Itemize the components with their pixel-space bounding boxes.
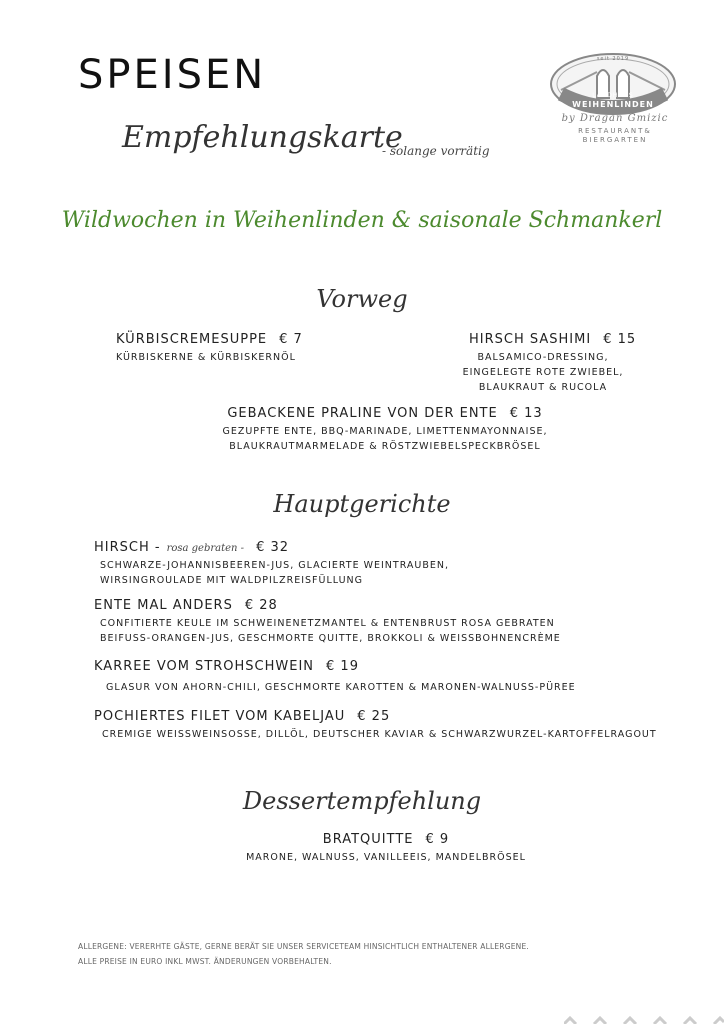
dish-price: € 13 [509,406,543,421]
dish-heading [94,598,561,613]
dish-bratquitte [0,832,724,865]
desc-line: KÜRBISKERNE & KÜRBISKERNÖL [116,352,296,363]
dish-hirsch-sashimi [448,332,648,395]
desc-line: CREMIGE WEISSWEINSOSSE, DILLÖL, DEUTSCHER KAVIAR & SCHWARZWURZEL-KARTOFFELRAGOUT [102,729,657,740]
dish-name: POCHIERTES FILET VOM KABELJAU [94,709,346,724]
desc-line: EINGELEGTE ROTE ZWIEBEL, [462,367,624,378]
logo-tagline [550,127,680,145]
dish-heading [0,406,724,421]
desc-line: BLAUKRAUTMARMELADE & RÖSTZWIEBELSPECKBRÖSEL [229,441,541,452]
dish-description [448,350,638,395]
desc-line: GEZUPFTE ENTE, BBQ-MARINADE, LIMETTENMAYONNAISE, [222,426,548,437]
dish-description [94,616,561,646]
logo-name-top: LANDHAUS [592,92,634,99]
dish-heading [94,540,449,555]
dish-name: HIRSCH - [94,540,161,555]
page-subtitle: Empfehlungskarte [122,120,403,155]
footer-note [78,939,529,969]
dish-description [94,558,449,588]
desc-line: SCHWARZE-JOHANNISBEEREN-JUS, GLACIERTE WEINTRAUBEN, [100,560,450,571]
dish-price: € 32 [256,540,290,555]
dish-description [94,727,657,742]
dish-description [0,850,724,865]
dish-description [0,424,724,454]
dish-heading [448,332,648,347]
logo-est: seit 2019 [596,56,630,62]
logo-byline: by Dragan Gmizic [561,113,669,124]
dish-praline-ente [0,406,724,454]
page-title: SPEISEN [78,52,267,98]
desc-line: CONFITIERTE KEULE IM SCHWEINENETZMANTEL & ENTENBRUST ROSA GEBRATEN [100,618,555,629]
dish-heading [94,709,657,724]
dish-name: KARREE VOM STROHSCHWEIN [94,659,315,674]
logo-tag-biergarten: BIERGARTEN [582,136,648,144]
desc-line: BALSAMICO-DRESSING, [477,352,609,363]
dish-price: € 28 [244,598,278,613]
logo-tag-restaurant: RESTAURANT& [578,127,652,135]
dish-price: € 19 [326,659,359,674]
footer-allergen-line: ALLERGENE: VERERHTE GÄSTE, GERNE BERÄT SIE UNSER SERVICETEAM HINSICHTLICH ENTHALTENER ALLERGENE. [78,942,530,951]
dish-heading [0,832,724,847]
dish-name: ENTE MAL ANDERS [94,598,233,613]
dish-name: BRATQUITTE [322,832,414,847]
dish-kabeljau [94,709,657,742]
dish-kuerbiscremesuppe [116,332,303,365]
desc-line: BEIFUSS-ORANGEN-JUS, GESCHMORTE QUITTE, BROKKOLI & WEISSBOHNENCRÈME [100,633,561,644]
footer-price-line: ALLE PREISE IN EURO INKL MWST. ÄNDERUNGEN VORBEHALTEN. [78,957,332,966]
corner-pattern-icon [564,1012,724,1024]
section-title-dessert: Dessertempfehlung [242,787,482,815]
dish-price: € 15 [603,332,637,347]
dish-hirsch [94,540,449,588]
dish-karree-strohschwein [94,659,576,695]
subtitle-note: - solange vorrätig [382,144,490,158]
desc-line: BLAUKRAUT & RUCOLA [478,382,608,393]
dish-description [94,680,576,695]
dish-price: € 7 [279,332,303,347]
logo-name-main: WEIHENLINDEN [572,100,654,109]
seasonal-banner: Wildwochen in Weihenlinden & saisonale Schmankerl [61,208,663,233]
dish-heading [116,332,303,347]
dish-ente-mal-anders [94,598,561,646]
dish-note: rosa gebraten - [166,543,245,554]
dish-description [116,350,303,365]
desc-line: GLASUR VON AHORN-CHILI, GESCHMORTE KAROTTEN & MARONEN-WALNUSS-PÜREE [106,682,576,693]
desc-line: WIRSINGROULADE MIT WALDPILZREISFÜLLUNG [100,575,363,586]
desc-line: MARONE, WALNUSS, VANILLEEIS, MANDELBRÖSEL [246,852,526,863]
dish-name: HIRSCH SASHIMI [469,332,592,347]
section-title-vorweg: Vorweg [316,285,408,313]
dish-price: € 25 [357,709,391,724]
dish-heading [94,659,576,674]
dish-name: GEBACKENE PRALINE VON DER ENTE [227,406,498,421]
dish-name: KÜRBISCREMESUPPE [116,332,268,347]
section-title-hauptgerichte: Hauptgerichte [273,490,451,518]
dish-price: € 9 [425,832,450,847]
